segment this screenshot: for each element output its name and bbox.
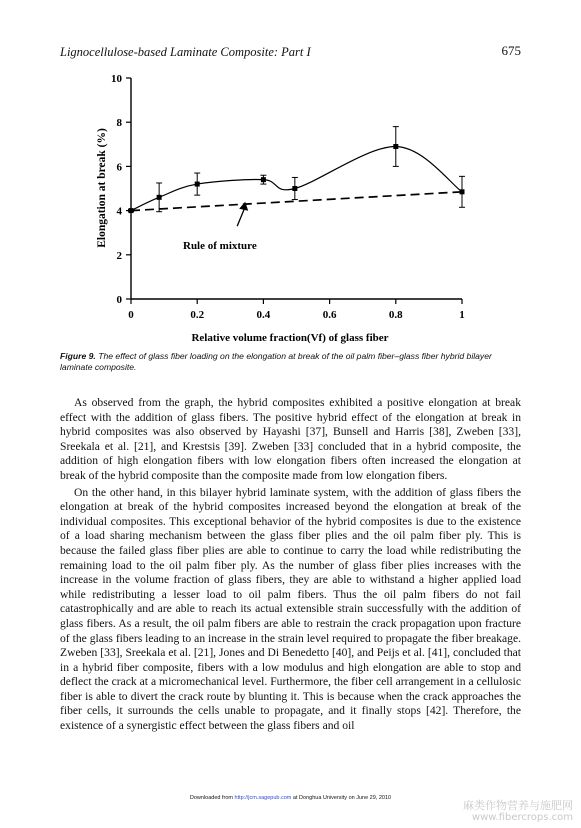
data-point xyxy=(292,186,297,191)
data-point xyxy=(129,208,134,213)
y-tick-label: 4 xyxy=(116,205,122,218)
data-point xyxy=(460,189,465,194)
x-tick-label: 1 xyxy=(459,309,465,321)
x-tick-label: 0.8 xyxy=(388,309,403,321)
footer-link[interactable]: http://jcm.sagepub.com xyxy=(234,795,292,801)
x-axis-label: Relative volume fraction(Vf) of glass fiber xyxy=(191,332,389,344)
figure-caption xyxy=(60,351,525,373)
annotation-arrow-head xyxy=(239,202,248,211)
y-tick-label: 0 xyxy=(116,294,122,306)
chart-plot-area xyxy=(111,73,465,321)
figure-caption-label: Figure 9. xyxy=(60,351,96,361)
x-tick-label: 0 xyxy=(128,309,134,321)
y-tick-label: 6 xyxy=(116,161,122,174)
body-text xyxy=(60,396,521,736)
x-tick-label: 0.6 xyxy=(322,309,337,321)
paragraph-2: On the other hand, in this bilayer hybrid laminate system, with the addition of glass fibers the elongation at break of the hybrid composites increased beyond the elongation at break of the individual composites. This exceptional behavior of the hybrid composites is due to the existence of a load sharing mechanism between the glass fiber plies and the oil palm fiber ply. This is because the failed glass fiber plies are able to continue to carry the load while redistributing the remaining load to the oil palm fiber ply. As the number of glass fiber plies increases with the increase in the volume fraction of glass fibers, they are able to withstand a higher applied load while redistributing a lesser load to oil palm fibers. Thus the oil palm fibers do not fail catastrophically and are able to reach its actual extensible strain successfully with the addition of glass fibers. As a result, the oil palm fibers are able to restrain the crack propagation upon fracture of the glass fibers leading to an increase in the strain level required to propagate the fiber breakage. Zweben [33], Sreekala et al. [21], Jones and Di Benedetto [40], and Peijs et al. [41], concluded that in a hybrid fiber composite, fibers with a low modulus and high elongation are able to stop and deflect the crack at a micromechanical level. Furthermore, the fiber cell arrangement in a cellulosic fiber is able to divert the crack route by blunting it. This is because when the crack approaches the fiber cells, it surrounds the cells unable to propagate, and it finally stops [42]. Therefore, the existence of a synergistic effect between the glass fibers and oil xyxy=(60,485,521,733)
running-title: Lignocellulose-based Laminate Composite: Part I xyxy=(60,45,311,59)
data-point xyxy=(261,177,266,182)
figure-caption-text: The effect of glass fiber loading on the elongation at break of the oil palm fiber–glass fiber hybrid bilayer laminate composite. xyxy=(60,351,492,372)
page-number: 675 xyxy=(501,43,521,58)
data-point xyxy=(157,195,162,200)
chart xyxy=(0,0,581,360)
y-tick-label: 2 xyxy=(116,249,122,262)
y-tick-label: 8 xyxy=(116,117,122,130)
footer-suffix: at Donghua University on June 29, 2010 xyxy=(291,795,392,801)
paragraph-1: As observed from the graph, the hybrid composites exhibited a positive elongation at break effect with the addition of glass fibers. The positive hybrid effect of the elongation at break in hybrid composites was also observed by Hayashi [37], Bunsell and Harris [38], Zweben [33], Sreekala et al. [21], and Krestsis [39]. Zweben [33] concluded that in a hybrid composite, the addition of high elongation fibers with low elongation fibers often increased the elongation at break of the hybrid composite than the composite made from low elongation fibers. xyxy=(60,396,521,482)
y-tick-label: 10 xyxy=(111,73,122,85)
watermark-url: www.fibercrops.com xyxy=(471,812,573,823)
data-point xyxy=(195,182,200,187)
watermark-chinese: 麻类作物营养与施肥网 xyxy=(463,799,573,812)
footer-prefix: Downloaded from xyxy=(189,795,235,801)
x-tick-label: 0.4 xyxy=(256,309,271,321)
x-tick-label: 0.2 xyxy=(190,309,205,321)
annotation-label: Rule of mixture xyxy=(183,240,257,253)
y-axis-label: Elongation at break (%) xyxy=(96,128,108,248)
data-point xyxy=(393,144,398,149)
rule-of-mixture-line xyxy=(131,192,462,211)
series-line xyxy=(131,147,462,211)
chart-svg xyxy=(0,0,581,360)
